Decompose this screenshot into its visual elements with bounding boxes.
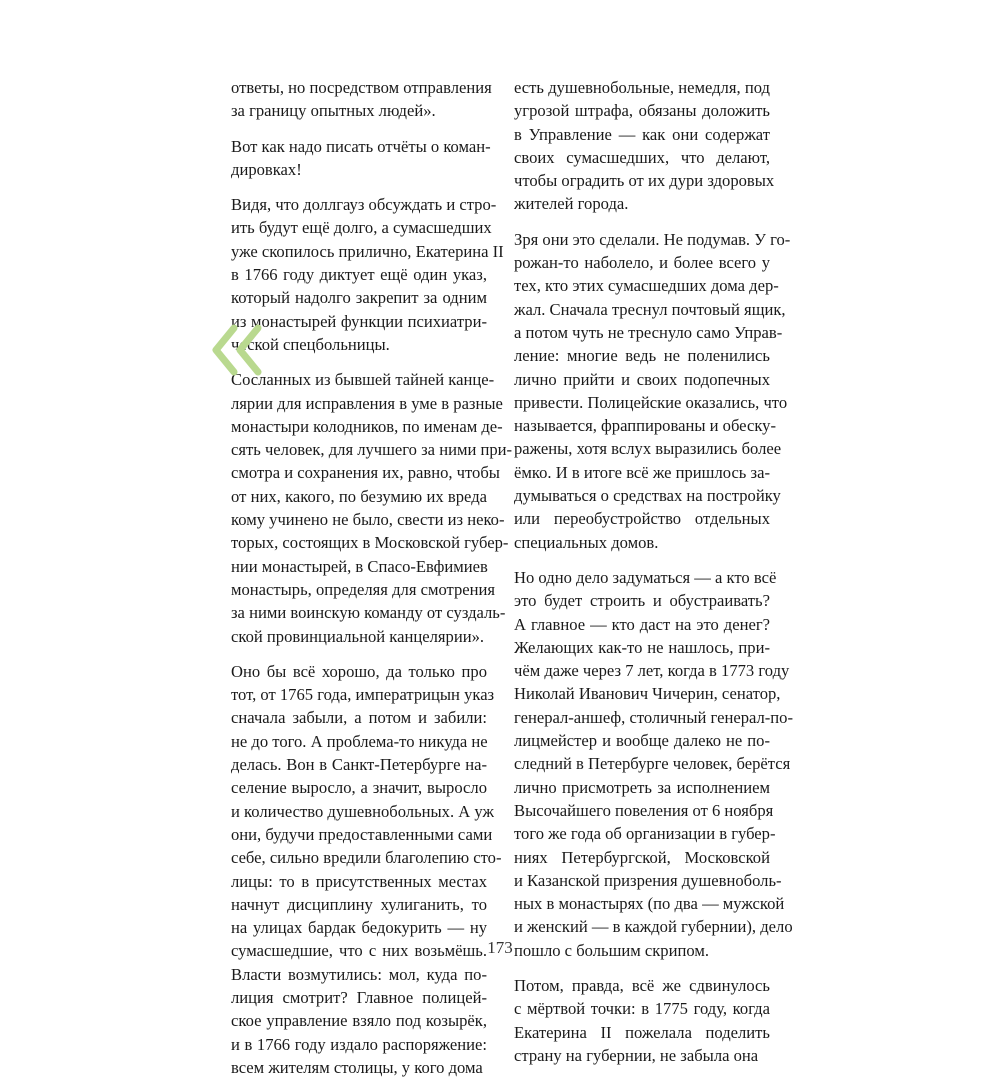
text-line: ответы, но посредством отправления (231, 78, 492, 97)
text-line: делась. Вон в Санкт-Петербурге на- (231, 755, 487, 775)
text-line: сначала забыли, а потом и забили: (231, 708, 487, 728)
text-line: и в 1766 году издало распоряжение: (231, 1034, 487, 1054)
text-line: начнут дисциплину хулиганить, то (231, 894, 487, 914)
text-line: ражены, хотя вслух выразились более (514, 439, 782, 459)
text-line: от них, какого, по безумию их вреда (231, 486, 487, 506)
text-line: Видя, что доллгауз обсуждать и стро- (231, 195, 497, 215)
text-line: называется, фраппированы и обеску- (514, 416, 776, 436)
text-line: из монастырей функции психиатри- (231, 311, 487, 331)
text-line: рожан-то наболело, и более всего у (514, 253, 770, 273)
text-line: и женский — в каждой губернии), дело (514, 917, 793, 937)
text-line: они, будучи предоставленными сами (231, 824, 493, 844)
text-line: и Казанской призрения душевноболь- (514, 870, 782, 890)
text-line: который надолго закрепит за одним (231, 288, 487, 308)
text-line: Вот как надо писать отчёты о коман- (231, 136, 491, 156)
text-line: всем жителям столицы, у кого дома (231, 1057, 483, 1077)
text-line: или переобустройство отдельных (514, 509, 770, 529)
text-line: в Управление — как они содержат (514, 124, 770, 144)
text-line: чтобы оградить от их дури здоровых (514, 171, 775, 191)
text-line: угрозой штрафа, обязаны доложить (514, 101, 770, 121)
text-line: А главное — кто даст на это денег? (514, 614, 770, 634)
text-line: Оно бы всё хорошо, да только про (231, 661, 487, 681)
text-line: это будет строить и обустраивать? (514, 591, 770, 611)
text-line: селение выросло, а значит, выросло (231, 778, 487, 798)
text-line: дировках! (231, 159, 302, 179)
text-line: того же года об организации в губер- (514, 824, 776, 844)
right-column (514, 76, 794, 1079)
text-line: тот, от 1765 года, императрицын указ (231, 685, 495, 705)
text-line: есть душевнобольные, немедля, под (514, 78, 770, 97)
text-line: привести. Полицейские оказались, что (514, 392, 788, 412)
paragraph (231, 76, 492, 123)
quote-icon (208, 322, 272, 378)
text-line: следний в Петербурге человек, берётся (514, 754, 791, 774)
text-line: страну на губернии, не забыла она (514, 1045, 759, 1065)
text-line: уже скопилось прилично, Екатерина II (231, 241, 504, 261)
paragraph (514, 974, 770, 1067)
text-line: Зря они это сделали. Не подумав. У го- (514, 229, 791, 249)
text-line: в 1766 году диктует ещё один указ, (231, 265, 487, 285)
text-line: пошло с большим скрипом. (514, 940, 709, 960)
text-line: лично прийти и своих подопечных (514, 369, 770, 389)
paragraph (514, 76, 775, 216)
text-line: торых, состоящих в Московской губер- (231, 533, 509, 553)
text-line: лично присмотреть за исполнением (514, 777, 770, 797)
text-line: ниях Петербургской, Московской (514, 847, 770, 867)
text-line: лицы: то в присутственных местах (231, 871, 487, 891)
text-line: с мёртвой точки: в 1775 году, когда (514, 999, 770, 1019)
paragraph (231, 368, 513, 648)
text-line: ской провинциальной канцелярии». (231, 626, 485, 646)
text-line: Высочайшего повеления от 6 ноября (514, 800, 774, 820)
text-line: кому учинено не было, свести из неко- (231, 510, 505, 530)
text-line: за границу опытных людей». (231, 101, 436, 121)
text-line: Власти возмутились: мол, куда по- (231, 964, 487, 984)
text-line: ское управление взяло под козырёк, (231, 1011, 487, 1031)
text-line: Сосланных из бывшей тайней канце- (231, 370, 495, 390)
text-line: тех, кто этих сумасшедших дома дер- (514, 276, 779, 296)
text-line: думываться о средствах на постройку (514, 486, 781, 506)
text-line: и количество душевнобольных. А уж (231, 801, 494, 821)
text-line: Но одно дело задуматься — а кто всё (514, 567, 777, 587)
text-line: своих сумасшедших, что делают, (514, 147, 770, 167)
text-line: на улицах бардак бедокурить — ну (231, 918, 487, 938)
text-line: ление: многие ведь не поленились (514, 346, 770, 366)
text-line: монастыри колодников, по именам де- (231, 416, 503, 436)
text-line: генерал-аншеф, столичный генерал-по- (514, 707, 794, 727)
page-number: 173 (487, 938, 513, 957)
text-line: не до того. А проблема-то никуда не (231, 731, 488, 751)
text-line: жал. Сначала треснул почтовый ящик, (514, 299, 786, 319)
text-line: нии монастырей, в Спасо-Евфимиев (231, 556, 488, 576)
text-line: Потом, правда, всё же сдвинулось (514, 975, 770, 995)
paragraph (231, 135, 491, 182)
text-line: чём даже через 7 лет, когда в 1773 году (514, 661, 790, 681)
paragraph (514, 228, 791, 554)
text-line: Екатерина II пожелала поделить (514, 1022, 770, 1042)
text-line: Желающих как-то не нашлось, при- (514, 637, 770, 657)
text-line: сять человек, для лучшего за ними при- (231, 440, 513, 460)
text-line: лярии для исправления в уме в разные (231, 393, 503, 413)
text-line: смотра и сохранения их, равно, чтобы (231, 463, 500, 483)
text-line: а потом чуть не треснуло само Управ- (514, 322, 783, 342)
text-line: специальных домов. (514, 532, 659, 552)
text-line: Николай Иванович Чичерин, сенатор, (514, 684, 781, 704)
paragraph (514, 566, 794, 962)
text-line: сумасшедшие, что с них возьмёшь. (231, 941, 487, 961)
text-line: ёмко. И в итоге всё же пришлось за- (514, 462, 770, 482)
text-line: жителей города. (514, 194, 629, 214)
text-line: ных в монастырях (по два — мужской (514, 894, 785, 914)
text-line: лиция смотрит? Главное полицей- (231, 987, 487, 1007)
text-line: себе, сильно вредили благолепию сто- (231, 848, 502, 868)
text-line: монастырь, определяя для смотрения (231, 579, 496, 599)
text-line: лицмейстер и вообще далеко не по- (514, 731, 770, 751)
text-line: ческой спецбольницы. (231, 334, 390, 354)
text-line: за ними воинскую команду от суздаль- (231, 603, 506, 623)
text-line: ить будут ещё долго, а сумасшедших (231, 218, 492, 238)
